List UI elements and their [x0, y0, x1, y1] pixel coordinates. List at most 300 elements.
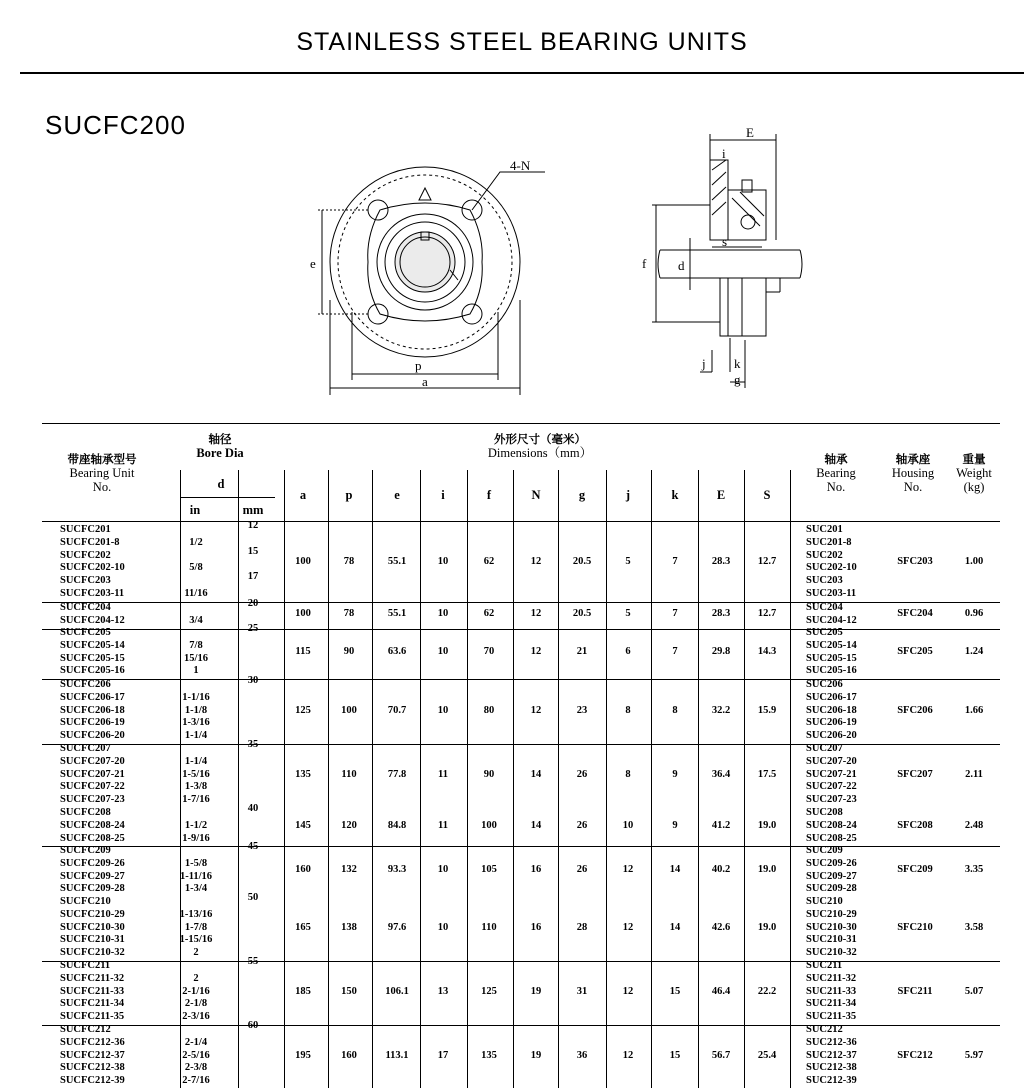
- dim-g: 31: [576, 985, 588, 997]
- bearing-no: SUC209-26: [806, 857, 857, 869]
- unit-no: SUCFC203: [60, 575, 111, 587]
- bearing-no: SUC208: [806, 807, 843, 818]
- unit-no: SUCFC207-20: [60, 755, 125, 767]
- bearing-no: SUC212-38: [806, 1062, 857, 1074]
- dim-E: 56.7: [711, 1049, 731, 1061]
- dim-i: 10: [437, 704, 449, 716]
- dim-k: 14: [669, 921, 681, 933]
- page-title: STAINLESS STEEL BEARING UNITS: [296, 28, 748, 56]
- unit-no: SUCFC209: [60, 845, 111, 856]
- bore-inch: 1-13/16: [179, 908, 213, 920]
- bore-inch: 1-11/16: [179, 870, 213, 882]
- bearing-no: SUC207: [806, 743, 843, 754]
- housing-no: SFC212: [897, 1049, 933, 1061]
- dim-col-e: e: [394, 488, 400, 502]
- dim-j: 12: [622, 921, 634, 933]
- housing-no: SFC211: [897, 985, 933, 997]
- unit-no: SUCFC210: [60, 896, 111, 907]
- unit-no: SUCFC205-14: [60, 639, 125, 651]
- dim-e: 63.6: [387, 646, 407, 658]
- dim-col-S: S: [763, 488, 771, 502]
- dim-f: 90: [483, 768, 495, 780]
- unit-no-header: 带座轴承型号 Bearing Unit No.: [67, 452, 137, 494]
- bearing-no: SUC203: [806, 575, 843, 587]
- dim-i: 11: [438, 768, 448, 780]
- unit-no: SUCFC212-37: [60, 1049, 125, 1061]
- weight: 3.58: [964, 921, 984, 933]
- housing-no: SFC210: [897, 921, 933, 933]
- unit-no: SUCFC207-21: [60, 768, 125, 780]
- housing-no: SFC207: [897, 768, 933, 780]
- dim-j: 12: [622, 1049, 634, 1061]
- bore-mm: 30: [247, 675, 259, 686]
- bore-inch: 1-15/16: [179, 934, 213, 946]
- dim-e: 106.1: [385, 985, 409, 997]
- bore-inch: 2: [193, 972, 199, 984]
- bore-mm: 12: [247, 520, 259, 531]
- dim-col-i: i: [441, 488, 445, 502]
- dim-S: 19.0: [757, 864, 777, 876]
- group-rule: [42, 1025, 1000, 1026]
- dim-f: 110: [481, 921, 497, 933]
- unit-no: SUCFC207-23: [60, 794, 125, 806]
- s-label: s: [722, 234, 728, 249]
- bore-mm: 15: [247, 545, 259, 557]
- bore-inch: 1-7/16: [182, 794, 210, 806]
- bore-mm: 35: [247, 739, 259, 750]
- unit-no: SUCFC203-11: [60, 588, 125, 599]
- mm-header: mm: [242, 503, 264, 517]
- bearing-no: SUC207-20: [806, 755, 857, 767]
- unit-no: SUCFC206-20: [60, 730, 125, 742]
- unit-no: SUCFC206-17: [60, 691, 125, 703]
- bore-inch: 1-1/4: [184, 755, 208, 767]
- dim-i: 13: [437, 985, 449, 997]
- bearing-no: SUC205-14: [806, 639, 857, 651]
- column-rule: [328, 470, 329, 1088]
- dim-p: 120: [341, 819, 357, 831]
- dim-S: 25.4: [757, 1049, 777, 1061]
- group-rule: [42, 744, 1000, 745]
- bore-inch: 15/16: [184, 652, 208, 664]
- a-label: a: [422, 374, 428, 389]
- dim-i: 17: [437, 1049, 449, 1061]
- unit-no: SUCFC211-34: [60, 998, 125, 1010]
- bore-inch: 1-1/2: [184, 819, 208, 831]
- bore-inch: 1-1/4: [184, 730, 208, 742]
- dim-f: 70: [483, 646, 495, 658]
- unit-no: SUCFC210-30: [60, 921, 125, 933]
- bearing-no: SUC208-24: [806, 819, 857, 831]
- bore-inch: 11/16: [184, 588, 208, 599]
- column-rule: [606, 470, 607, 1088]
- dim-i: 10: [437, 646, 449, 658]
- dim-g: 26: [576, 768, 588, 780]
- bore-inch: 1-1/8: [184, 704, 208, 716]
- unit-no: SUCFC211-35: [60, 1011, 125, 1023]
- bearing-no: SUC204-12: [806, 614, 857, 626]
- bore-inch: 2: [193, 947, 199, 959]
- dim-i: 10: [437, 608, 449, 620]
- unit-no: SUCFC202: [60, 549, 111, 561]
- dim-p: 160: [341, 1049, 357, 1061]
- group-rule: [42, 602, 1000, 603]
- bore-inch: 2-1/16: [182, 985, 210, 997]
- bore-inch: 1/2: [189, 536, 203, 548]
- dim-N: 16: [530, 864, 542, 876]
- dim-E: 42.6: [711, 921, 731, 933]
- unit-no: SUCFC205-15: [60, 652, 125, 664]
- column-rule: [698, 470, 699, 1088]
- bearing-no: SUC206-20: [806, 730, 857, 742]
- column-rule: [180, 470, 181, 1088]
- dim-N: 12: [530, 608, 542, 620]
- bearing-no: SUC207-21: [806, 768, 857, 780]
- dim-col-j: j: [625, 488, 631, 502]
- p-label: p: [415, 358, 422, 373]
- bore-inch: 5/8: [189, 562, 203, 574]
- housing-no: SFC203: [897, 556, 933, 567]
- bearing-no: SUC202: [806, 549, 843, 561]
- bore-inch: 1-5/16: [182, 768, 210, 780]
- dim-a: 185: [295, 985, 311, 997]
- bearing-no: SUC206-17: [806, 691, 857, 703]
- bore-inch: 1-1/16: [182, 691, 210, 703]
- bearing-no: SUC212-37: [806, 1049, 857, 1061]
- dim-N: 19: [530, 985, 542, 997]
- bearing-no: SUC210-29: [806, 908, 857, 920]
- dim-g: 36: [576, 1049, 588, 1061]
- dim-N: 16: [530, 921, 542, 933]
- dim-e: 97.6: [387, 921, 407, 933]
- unit-no: SUCFC207: [60, 743, 111, 754]
- dim-i: 10: [437, 556, 449, 567]
- unit-no: SUCFC205-16: [60, 665, 125, 677]
- weight: 5.97: [964, 1049, 984, 1061]
- dim-S: 15.9: [757, 704, 777, 716]
- dim-col-N: N: [531, 488, 541, 502]
- unit-no: SUCFC206-18: [60, 704, 125, 716]
- dim-N: 19: [530, 1049, 542, 1061]
- dim-g: 20.5: [572, 608, 592, 620]
- dim-g: 28: [576, 921, 588, 933]
- bearing-no: SUC211-35: [806, 1011, 857, 1023]
- bore-inch: 2-3/8: [184, 1062, 208, 1074]
- dim-k: 15: [669, 985, 681, 997]
- dim-col-E: E: [716, 488, 726, 502]
- dim-E: 41.2: [711, 819, 731, 831]
- bore-inch: 1-7/8: [184, 921, 208, 933]
- bearing-no: SUC204: [806, 602, 843, 613]
- group-rule: [42, 679, 1000, 680]
- column-rule: [744, 470, 745, 1088]
- dim-p: 138: [341, 921, 357, 933]
- dim-e: 55.1: [387, 608, 407, 620]
- unit-no: SUCFC210-32: [60, 947, 125, 959]
- dim-f: 62: [483, 556, 495, 567]
- dim-k: 15: [669, 1049, 681, 1061]
- bearing-no: SUC205-15: [806, 652, 857, 664]
- bore-inch: 2-7/16: [182, 1075, 210, 1087]
- dim-E: 46.4: [711, 985, 731, 997]
- dim-p: 100: [341, 704, 357, 716]
- dim-j: 5: [625, 556, 631, 567]
- dim-k: 14: [669, 864, 681, 876]
- weight: 1.00: [964, 556, 984, 567]
- unit-no: SUCFC208-25: [60, 832, 125, 844]
- dim-E: 40.2: [711, 864, 731, 876]
- bore-inch: 2-5/16: [182, 1049, 210, 1061]
- f-label: f: [642, 256, 647, 271]
- bearing-no: SUC209: [806, 845, 843, 856]
- column-rule: [372, 470, 373, 1088]
- bore-mm: 50: [247, 892, 259, 903]
- dim-k: 7: [672, 556, 678, 567]
- weight: 2.11: [965, 768, 983, 780]
- e-label: e: [310, 256, 316, 271]
- weight: 5.07: [964, 985, 984, 997]
- dim-j: 12: [622, 985, 634, 997]
- dim-E: 28.3: [711, 556, 731, 567]
- dim-a: 160: [295, 864, 311, 876]
- housing-no: SFC208: [897, 819, 933, 831]
- unit-no: SUCFC207-22: [60, 781, 125, 793]
- weight: 2.48: [964, 819, 984, 831]
- bore-mm: 40: [247, 803, 259, 814]
- bore-mm: 20: [247, 598, 259, 609]
- bearing-no: SUC212-36: [806, 1036, 857, 1048]
- housing-no: SFC205: [897, 646, 933, 658]
- weight: 1.24: [964, 646, 984, 658]
- dim-i: 10: [437, 864, 449, 876]
- unit-no: SUCFC210-29: [60, 908, 125, 920]
- housing-no: SFC204: [897, 608, 933, 620]
- dim-p: 150: [341, 985, 357, 997]
- bearing-no: SUC202-10: [806, 562, 857, 574]
- bore-inch: 1-9/16: [182, 832, 210, 844]
- bearing-no: SUC211-33: [806, 985, 857, 997]
- dim-S: 12.7: [757, 608, 777, 620]
- bearing-no: SUC207-23: [806, 794, 857, 806]
- bearing-no: SUC211-34: [806, 998, 857, 1010]
- bearing-no: SUC206-19: [806, 717, 857, 729]
- dim-p: 78: [343, 608, 355, 620]
- bearing-no: SUC212: [806, 1024, 843, 1035]
- unit-no: SUCFC211-33: [60, 985, 125, 997]
- unit-no: SUCFC211-32: [60, 972, 125, 984]
- housing-no: SFC206: [897, 704, 933, 716]
- dim-col-a: a: [299, 488, 307, 502]
- g-label: g: [734, 372, 741, 387]
- unit-no: SUCFC206: [60, 679, 111, 690]
- unit-no: SUCFC209-27: [60, 870, 125, 882]
- dim-S: 17.5: [757, 768, 777, 780]
- dim-E: 29.8: [711, 646, 731, 658]
- dim-p: 110: [341, 768, 357, 780]
- dim-S: 19.0: [757, 819, 777, 831]
- dim-S: 22.2: [757, 985, 777, 997]
- dim-a: 115: [295, 646, 311, 658]
- j-label: j: [702, 356, 706, 371]
- dim-col-k: k: [671, 488, 679, 502]
- dim-a: 145: [295, 819, 311, 831]
- unit-no: SUCFC212-36: [60, 1036, 125, 1048]
- unit-no: SUCFC209-28: [60, 883, 125, 895]
- bore-inch: 2-1/8: [184, 998, 208, 1010]
- dim-e: 93.3: [387, 864, 407, 876]
- k-label: k: [734, 356, 741, 371]
- dim-f: 80: [483, 704, 495, 716]
- unit-no: SUCFC209-26: [60, 857, 125, 869]
- bore-inch: 2-1/4: [184, 1036, 208, 1048]
- unit-no: SUCFC208-24: [60, 819, 125, 831]
- i-label: i: [722, 146, 726, 161]
- dim-col-g: g: [578, 488, 586, 502]
- dim-g: 23: [576, 704, 588, 716]
- dim-S: 14.3: [757, 646, 777, 658]
- unit-no: SUCFC201-8: [60, 536, 120, 548]
- dim-p: 132: [341, 864, 357, 876]
- column-rule: [420, 470, 421, 1088]
- dim-j: 8: [625, 768, 631, 780]
- dim-N: 12: [530, 556, 542, 567]
- bore-inch: 7/8: [189, 639, 203, 651]
- dim-N: 12: [530, 704, 542, 716]
- holes-label: 4-N: [510, 158, 531, 173]
- bore-mm: 60: [247, 1020, 259, 1031]
- bearing-no: SUC212-39: [806, 1075, 857, 1087]
- column-rule: [513, 470, 514, 1088]
- bore-inch: 2-3/16: [182, 1011, 210, 1023]
- bore-inch: 1-3/8: [184, 781, 208, 793]
- column-rule: [558, 470, 559, 1088]
- bearing-no: SUC205: [806, 627, 843, 638]
- dim-e: 77.8: [387, 768, 407, 780]
- bearing-no: SUC206: [806, 679, 843, 690]
- d-label: d: [678, 258, 685, 273]
- unit-no: SUCFC211: [60, 960, 111, 971]
- dim-p: 90: [343, 646, 355, 658]
- column-rule: [467, 470, 468, 1088]
- dim-e: 55.1: [387, 556, 407, 567]
- bore-inch: 3/4: [189, 614, 203, 626]
- housing-no: SFC209: [897, 864, 933, 876]
- dimensions-header: 外形尺寸（毫米） Dimensions（mm）: [487, 432, 593, 460]
- bore-mm: 55: [247, 956, 259, 967]
- bearing-no: SUC207-22: [806, 781, 857, 793]
- bore-inch: 1-3/4: [184, 883, 208, 895]
- dim-f: 100: [481, 819, 497, 831]
- unit-no: SUCFC204: [60, 602, 111, 613]
- column-rule: [790, 470, 791, 1088]
- dim-a: 125: [295, 704, 311, 716]
- bearing-no: SUC201: [806, 524, 843, 535]
- dim-j: 5: [625, 608, 631, 620]
- dim-E: 32.2: [711, 704, 731, 716]
- weight-header: 重量 Weight (kg): [956, 452, 992, 494]
- dim-N: 14: [530, 819, 542, 831]
- bore-inch: 1: [193, 665, 199, 677]
- dim-col-f: f: [486, 488, 492, 502]
- group-rule: [42, 846, 1000, 847]
- dim-e: 113.1: [385, 1049, 409, 1061]
- dim-S: 12.7: [757, 556, 777, 567]
- weight: 3.35: [964, 864, 984, 876]
- dim-N: 14: [530, 768, 542, 780]
- unit-no: SUCFC212-38: [60, 1062, 125, 1074]
- dim-a: 100: [295, 556, 311, 567]
- bearing-no: SUC208-25: [806, 832, 857, 844]
- housing-no-header: 轴承座 Housing No.: [891, 452, 935, 494]
- dim-a: 195: [295, 1049, 311, 1061]
- dim-k: 9: [672, 819, 678, 831]
- dim-E: 36.4: [711, 768, 731, 780]
- bearing-no: SUC203-11: [806, 588, 857, 599]
- dim-f: 105: [481, 864, 497, 876]
- dim-k: 7: [672, 646, 678, 658]
- dim-j: 12: [622, 864, 634, 876]
- weight: 1.66: [964, 704, 984, 716]
- dim-g: 26: [576, 819, 588, 831]
- dim-col-p: p: [345, 488, 353, 502]
- bore-mm: 45: [247, 841, 259, 852]
- column-rule: [284, 470, 285, 1088]
- dim-N: 12: [530, 646, 542, 658]
- unit-no: SUCFC210-31: [60, 934, 125, 946]
- dim-E: 28.3: [711, 608, 731, 620]
- unit-no: SUCFC202-10: [60, 562, 125, 574]
- dim-e: 70.7: [387, 704, 407, 716]
- unit-no: SUCFC204-12: [60, 614, 125, 626]
- bearing-no: SUC210-32: [806, 947, 857, 959]
- bearing-no: SUC211-32: [806, 972, 857, 984]
- bore-mm: 25: [247, 623, 259, 634]
- bearing-no: SUC205-16: [806, 665, 857, 677]
- bearing-no: SUC210: [806, 896, 843, 907]
- dim-i: 11: [438, 819, 448, 831]
- dim-g: 26: [576, 864, 588, 876]
- dim-i: 10: [437, 921, 449, 933]
- dim-g: 20.5: [572, 556, 592, 567]
- bore-header: 轴径 Bore Dia: [196, 432, 244, 460]
- dim-j: 6: [625, 646, 631, 658]
- unit-no: SUCFC212: [60, 1024, 111, 1035]
- dim-a: 135: [295, 768, 311, 780]
- bearing-no: SUC210-31: [806, 934, 857, 946]
- bearing-no: SUC206-18: [806, 704, 857, 716]
- bearing-no: SUC210-30: [806, 921, 857, 933]
- dim-j: 10: [622, 819, 634, 831]
- unit-no: SUCFC205: [60, 627, 111, 638]
- unit-no: SUCFC212-39: [60, 1075, 125, 1087]
- dim-k: 8: [672, 704, 678, 716]
- dim-k: 9: [672, 768, 678, 780]
- bearing-no: SUC201-8: [806, 536, 852, 548]
- E-label: E: [746, 125, 754, 140]
- dim-e: 84.8: [387, 819, 407, 831]
- dim-g: 21: [576, 646, 588, 658]
- group-rule: [42, 961, 1000, 962]
- column-rule: [651, 470, 652, 1088]
- dim-f: 125: [481, 985, 497, 997]
- bearing-no-header: 轴承 Bearing No.: [816, 452, 856, 494]
- bearing-no: SUC209-27: [806, 870, 857, 882]
- dim-a: 100: [295, 608, 311, 620]
- bore-inch: 1-5/8: [184, 857, 208, 869]
- model-title: SUCFC200: [45, 110, 186, 140]
- weight: 0.96: [964, 608, 984, 620]
- dim-j: 8: [625, 704, 631, 716]
